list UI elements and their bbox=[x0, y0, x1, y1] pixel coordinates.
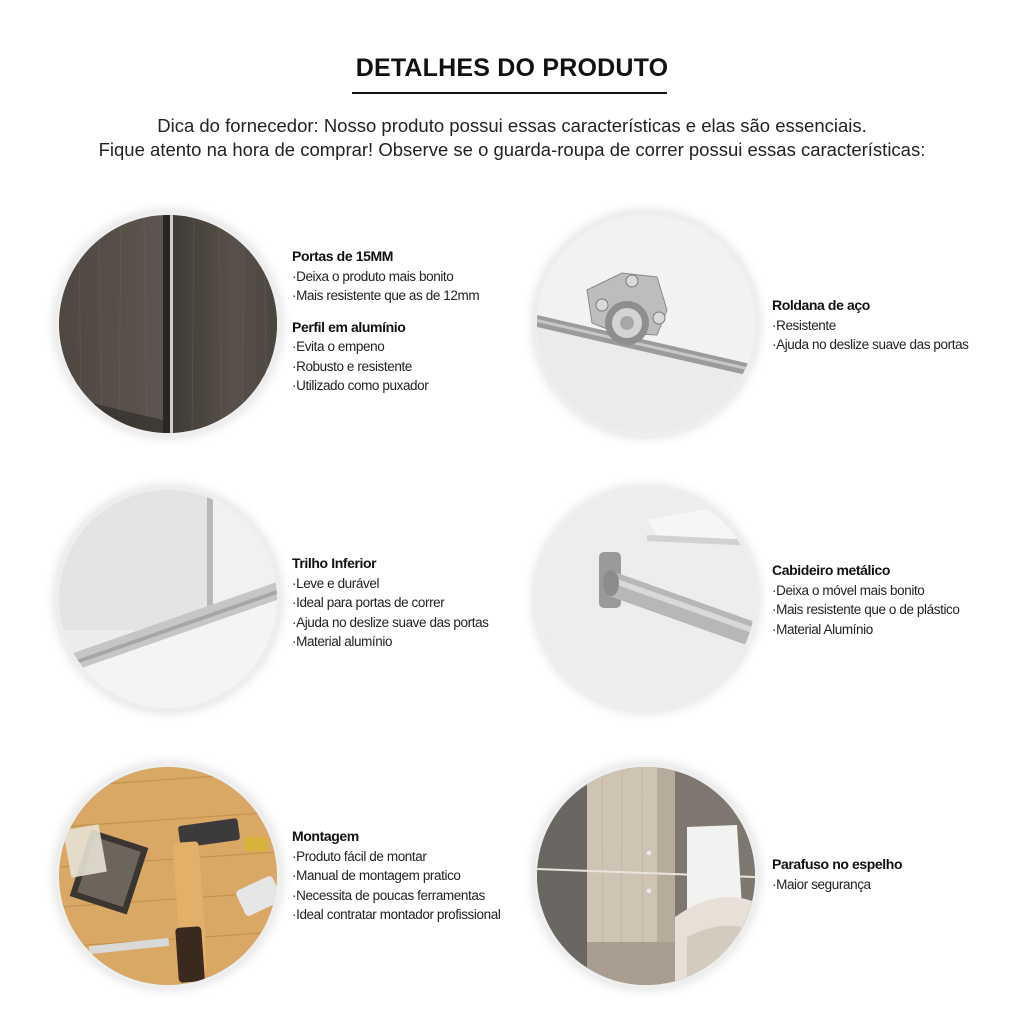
bottom-rail-illustration bbox=[59, 490, 277, 708]
page-title: DETALHES DO PRODUTO bbox=[355, 54, 669, 82]
list-item: ·Robusto e resistente bbox=[292, 358, 412, 374]
assembly-description bbox=[292, 827, 500, 925]
list-item: ·Evita o empeno bbox=[292, 339, 385, 354]
rail-photo bbox=[59, 490, 277, 708]
steel-pulley-illustration bbox=[537, 215, 755, 433]
supplier-tip bbox=[0, 114, 1024, 162]
list-item: ·Ideal contratar montador profissional bbox=[292, 907, 501, 922]
list-item: ·Resistente bbox=[772, 317, 836, 333]
wood-doors-illustration bbox=[59, 215, 277, 433]
doors-description bbox=[292, 247, 479, 396]
assembly-tools-illustration bbox=[59, 767, 277, 985]
list-item: ·Manual de montagem pratico bbox=[292, 868, 461, 883]
list-item: ·Material alumínio bbox=[292, 634, 393, 649]
header bbox=[0, 0, 1024, 200]
list-item: ·Utilizado como puxador bbox=[292, 378, 429, 393]
list-item: ·Deixa o móvel mais bonito bbox=[772, 582, 925, 598]
doors-photo bbox=[59, 215, 277, 433]
supplier-tip-line-1: Dica do fornecedor: Nosso produto possui essas características e elas são essenciais. bbox=[157, 115, 867, 136]
pulley-photo bbox=[537, 215, 755, 433]
mirror-screw-illustration bbox=[537, 767, 755, 985]
profile-title: Perfil em alumínio bbox=[292, 318, 406, 335]
assembly-photo bbox=[59, 767, 277, 985]
list-item: ·Material Alumínio bbox=[772, 621, 873, 637]
assembly-title: Montagem bbox=[292, 828, 359, 844]
hanger-title: Cabideiro metálico bbox=[772, 562, 891, 578]
pulley-title: Roldana de aço bbox=[772, 297, 870, 313]
list-item: ·Deixa o produto mais bonito bbox=[292, 268, 454, 284]
title-underline bbox=[352, 92, 667, 94]
supplier-tip-line-2: Fique atento na hora de comprar! Observe se o guarda-roupa de correr possui essas características: bbox=[98, 139, 926, 160]
doors-title: Portas de 15MM bbox=[292, 248, 393, 264]
hanger-rod-illustration bbox=[537, 490, 755, 708]
list-item: ·Mais resistente que as de 12mm bbox=[292, 288, 480, 303]
mirror-title: Parafuso no espelho bbox=[772, 856, 903, 872]
list-item: ·Maior segurança bbox=[772, 876, 871, 892]
list-item: ·Mais resistente que o de plástico bbox=[772, 602, 960, 617]
rail-description bbox=[292, 554, 489, 652]
list-item: ·Leve e durável bbox=[292, 575, 380, 591]
list-item: ·Necessita de poucas ferramentas bbox=[292, 887, 485, 903]
list-item: ·Produto fácil de montar bbox=[292, 848, 427, 864]
mirror-description bbox=[772, 855, 902, 894]
list-item: ·Ideal para portas de correr bbox=[292, 595, 445, 610]
hanger-description bbox=[772, 561, 960, 639]
mirror-photo bbox=[537, 767, 755, 985]
list-item: ·Ajuda no deslize suave das portas bbox=[292, 614, 489, 630]
rail-title: Trilho Inferior bbox=[292, 555, 377, 571]
list-item: ·Ajuda no deslize suave das portas bbox=[772, 337, 969, 352]
pulley-description bbox=[772, 296, 969, 355]
hanger-photo bbox=[537, 490, 755, 708]
